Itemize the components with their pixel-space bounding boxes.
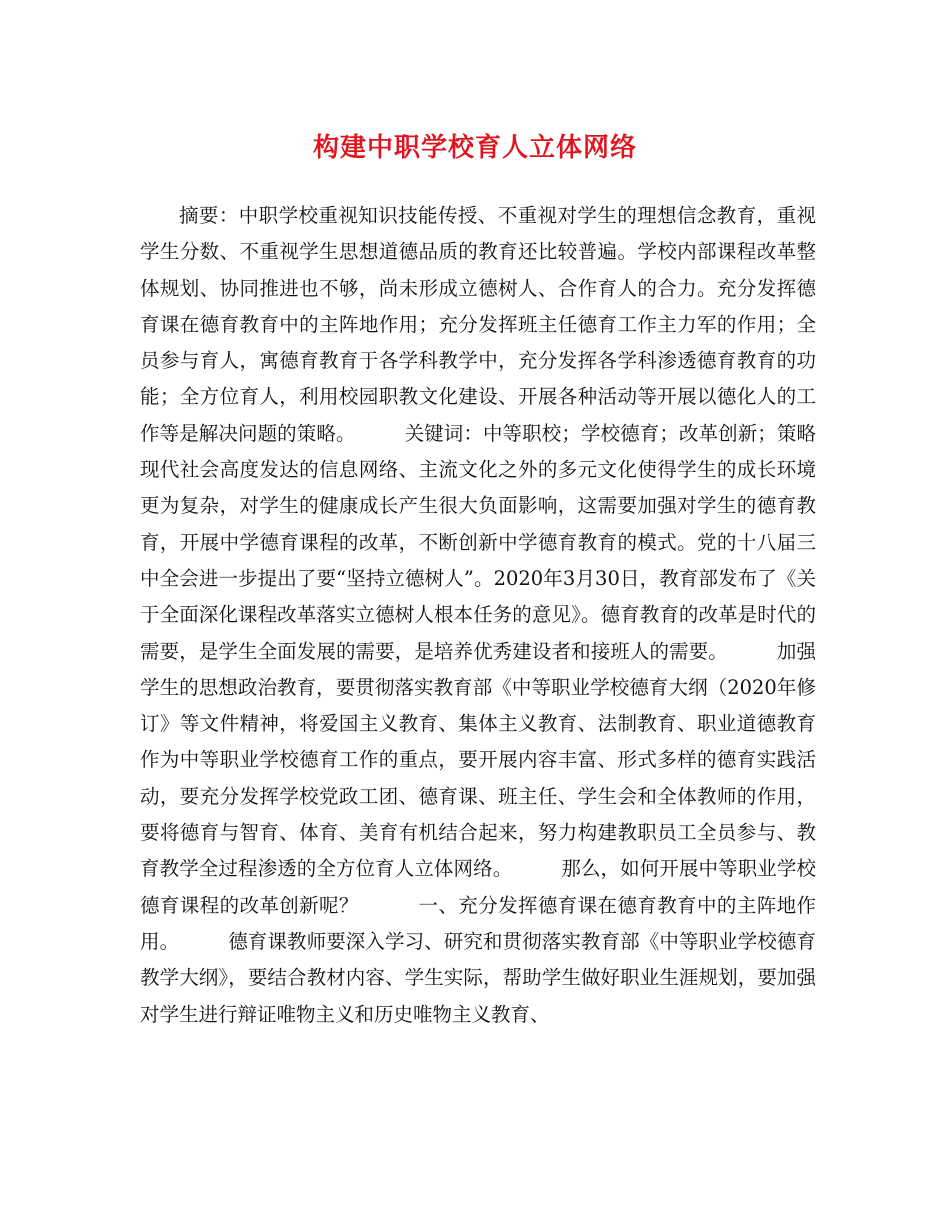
- document-body: 摘要：中职学校重视知识技能传授、不重视对学生的理想信念教育，重视学生分数、不重视学生思想道德品质的教育还比较普遍。学校内部课程改革整体规划、协同推进也不够，尚未形成立德树人、合作育人的合力。充分发挥德育课在德育教育中的主阵地作用；充分发挥班主任德育工作主力军的作用；全员参与育人，寓德育教育于各学科教学中，充分发挥各学科渗透德育教育的功能；全方位育人，利用校园职教文化建设、开展各种活动等开展以德化人的工作等是解决问题的策略。 关键词：中等职校；学校德育；改革创新；策略 现代社会高度发达的信息网络、主流文化之外的多元文化使得学生的成长环境更为复杂，对学生的健康成长产生很大负面影响，这需要加强对学生的德育教育，开展中学德育课程的改革，不断创新中学德育教育的模式。党的十八届三中全会进一步提出了要“坚持立德树人”。2020年3月30日，教育部发布了《关于全面深化课程改革落实立德树人根本任务的意见》。德育教育的改革是时代的需要，是学生全面发展的需要，是培养优秀建设者和接班人的需要。 加强学生的思想政治教育，要贯彻落实教育部《中等职业学校德育大纲（2020年修订》等文件精神，将爱国主义教育、集体主义教育、法制教育、职业道德教育作为中等职业学校德育工作的重点，要开展内容丰富、形式多样的德育实践活动，要充分发挥学校党政工团、德育课、班主任、学生会和全体教师的作用，要将德育与智育、体育、美育有机结合起来，努力构建教职员工全员参与、教育教学全过程渗透的全方位育人立体网络。 那么，如何开展中等职业学校德育课程的改革创新呢？ 一、充分发挥德育课在德育教育中的主阵地作用。 德育课教师要深入学习、研究和贯彻落实教育部《中等职业学校德育教学大纲》，要结合教材内容、学生实际，帮助学生做好职业生涯规划，要加强对学生进行辩证唯物主义和历史唯物主义教育、: [140, 204, 875, 1026]
- document-title: 构建中职学校育人立体网络: [312, 133, 637, 163]
